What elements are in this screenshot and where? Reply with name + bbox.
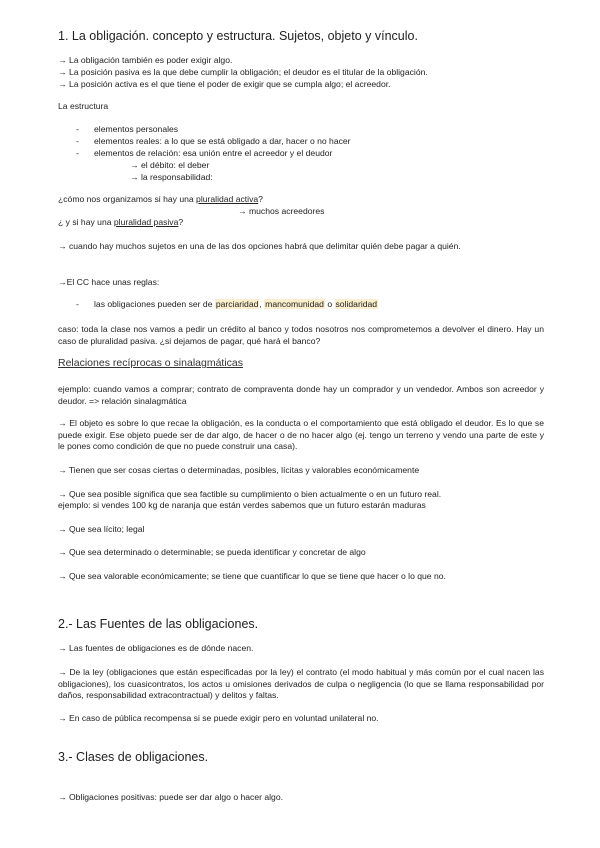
dash-bullet: - [76, 299, 79, 309]
answer-muchos-acreedores: → muchos acreedores [238, 206, 325, 216]
dash-bullet: - [76, 148, 79, 158]
estructura-item: - elementos personales [76, 124, 179, 134]
question-pluralidad-pasiva: ¿ y si hay una pluralidad pasiva? [58, 217, 184, 227]
paragraph-caso: caso: toda la clase nos vamos a pedir un crédito al banco y todos nosotros nos comprometemos a devolver el dinero. Hay un caso de pluralidad pasiva. ¿si dejamos de pagar, qué hará el banco? [58, 324, 544, 346]
line-tienen: → Tienen que ser cosas ciertas o determinadas, posibles, lícitas y valorables económicamente [58, 465, 420, 475]
line-posible-ejemplo: ejemplo: si vendes 100 kg de naranja que están verdes sabemos que un futuro estarán maduras [58, 500, 426, 510]
arrow-icon: → [58, 667, 67, 677]
line-valorable: → Que sea valorable económicamente; se tiene que cuantificar lo que se tiene que hacer o lo que no. [58, 571, 446, 581]
relacion-sub-debito: → el débito: el deber [130, 160, 210, 170]
paragraph-ley: → De la ley (obligaciones que están especificadas por la ley) el contrato (el modo habitual y más común por el cual nacen las obligaciones), los cuasicontratos, los actos u omisiones derivados de culpa o negligencia (lo que se llama responsabilidad por daños, responsabilidad extracontractual) y delitos y faltas. [58, 667, 544, 701]
arrow-icon: → [58, 547, 67, 557]
dash-bullet: - [76, 136, 79, 146]
highlight-mancomunidad: mancomunidad [265, 299, 324, 309]
arrow-icon: → [58, 241, 67, 251]
estructura-item: - elementos reales: a lo que se está obligado a dar, hacer o no hacer [76, 136, 351, 146]
arrow-icon: → [58, 67, 67, 77]
highlight-parciaridad: parciaridad [215, 299, 259, 309]
relaciones-title: Relaciones recíprocas o sinalagmáticas [58, 357, 244, 369]
arrow-icon: → [58, 79, 67, 89]
section-1-title: 1. La obligación. concepto y estructura. Sujetos, objeto y vínculo. [58, 29, 418, 43]
line-muchos-sujetos: → cuando hay muchos sujetos en una de las dos opciones habrá que delimitar quién debe pagar a quién. [58, 241, 461, 251]
paragraph-objeto: → El objeto es sobre lo que recae la obligación, es la conducta o el comportamiento que está obligado el deudor. Es lo que se puede exigir. Ese objeto puede ser de dar algo, de hacer o de no hacer algo (ej. tengo un terreno y vendo una parte de este y le pones como condición de que no puede construir una casa). [58, 418, 544, 452]
arrow-icon: → [238, 206, 247, 216]
line-obligacion: → La obligación también es poder exigir algo. [58, 55, 233, 65]
line-determinado: → Que sea determinado o determinable; se pueda identificar y concretar de algo [58, 547, 366, 557]
line-posible: → Que sea posible significa que sea factible su cumplimiento o bien actualmente o en un futuro real. [58, 489, 442, 499]
cc-item: - las obligaciones pueden ser de parciaridad, mancomunidad o solidaridad [76, 299, 378, 309]
line-posicion-pasiva: → La posición pasiva es la que debe cumplir la obligación; el deudor es el titular de la obligación. [58, 67, 428, 77]
question-pluralidad-activa: ¿cómo nos organizamos si hay una pluralidad activa? [58, 194, 263, 204]
highlight-solidaridad: solidaridad [335, 299, 378, 309]
estructura-label: La estructura [58, 101, 109, 111]
dash-bullet: - [76, 124, 79, 134]
arrow-icon: → [58, 465, 67, 475]
section-3-title: 3.- Clases de obligaciones. [58, 750, 209, 764]
line-fuentes: → Las fuentes de obligaciones es de dónde nacen. [58, 643, 254, 653]
line-posicion-activa: → La posición activa es el que tiene el poder de exigir que se cumpla algo; el acreedor. [58, 79, 391, 89]
line-cc-reglas: →El CC hace unas reglas: [58, 277, 160, 287]
section-2-title: 2.- Las Fuentes de las obligaciones. [58, 617, 259, 631]
arrow-icon: → [58, 418, 67, 428]
relacion-sub-responsabilidad: → la responsabilidad: [130, 172, 213, 182]
paragraph-ejemplo: ejemplo: cuando vamos a comprar; contrato de compraventa donde hay un comprador y un vendedor. Ambos son acreedor y deudor. => relación sinalagmática [58, 384, 544, 406]
arrow-icon: → [58, 489, 67, 499]
arrow-icon: → [58, 792, 67, 802]
arrow-icon: → [58, 55, 67, 65]
arrow-icon: → [58, 524, 67, 534]
arrow-icon: → [130, 172, 139, 182]
arrow-icon: → [130, 160, 139, 170]
line-positivas: → Obligaciones positivas: puede ser dar algo o hacer algo. [58, 792, 284, 802]
arrow-icon: → [58, 571, 67, 581]
estructura-item: - elementos de relación: esa unión entre el acreedor y el deudor [76, 148, 333, 158]
arrow-icon: → [58, 277, 67, 287]
arrow-icon: → [58, 643, 67, 653]
line-licito: → Que sea lícito; legal [58, 524, 145, 534]
arrow-icon: → [58, 713, 67, 723]
line-publica: → En caso de pública recompensa si se puede exigir pero en voluntad unilateral no. [58, 713, 379, 723]
